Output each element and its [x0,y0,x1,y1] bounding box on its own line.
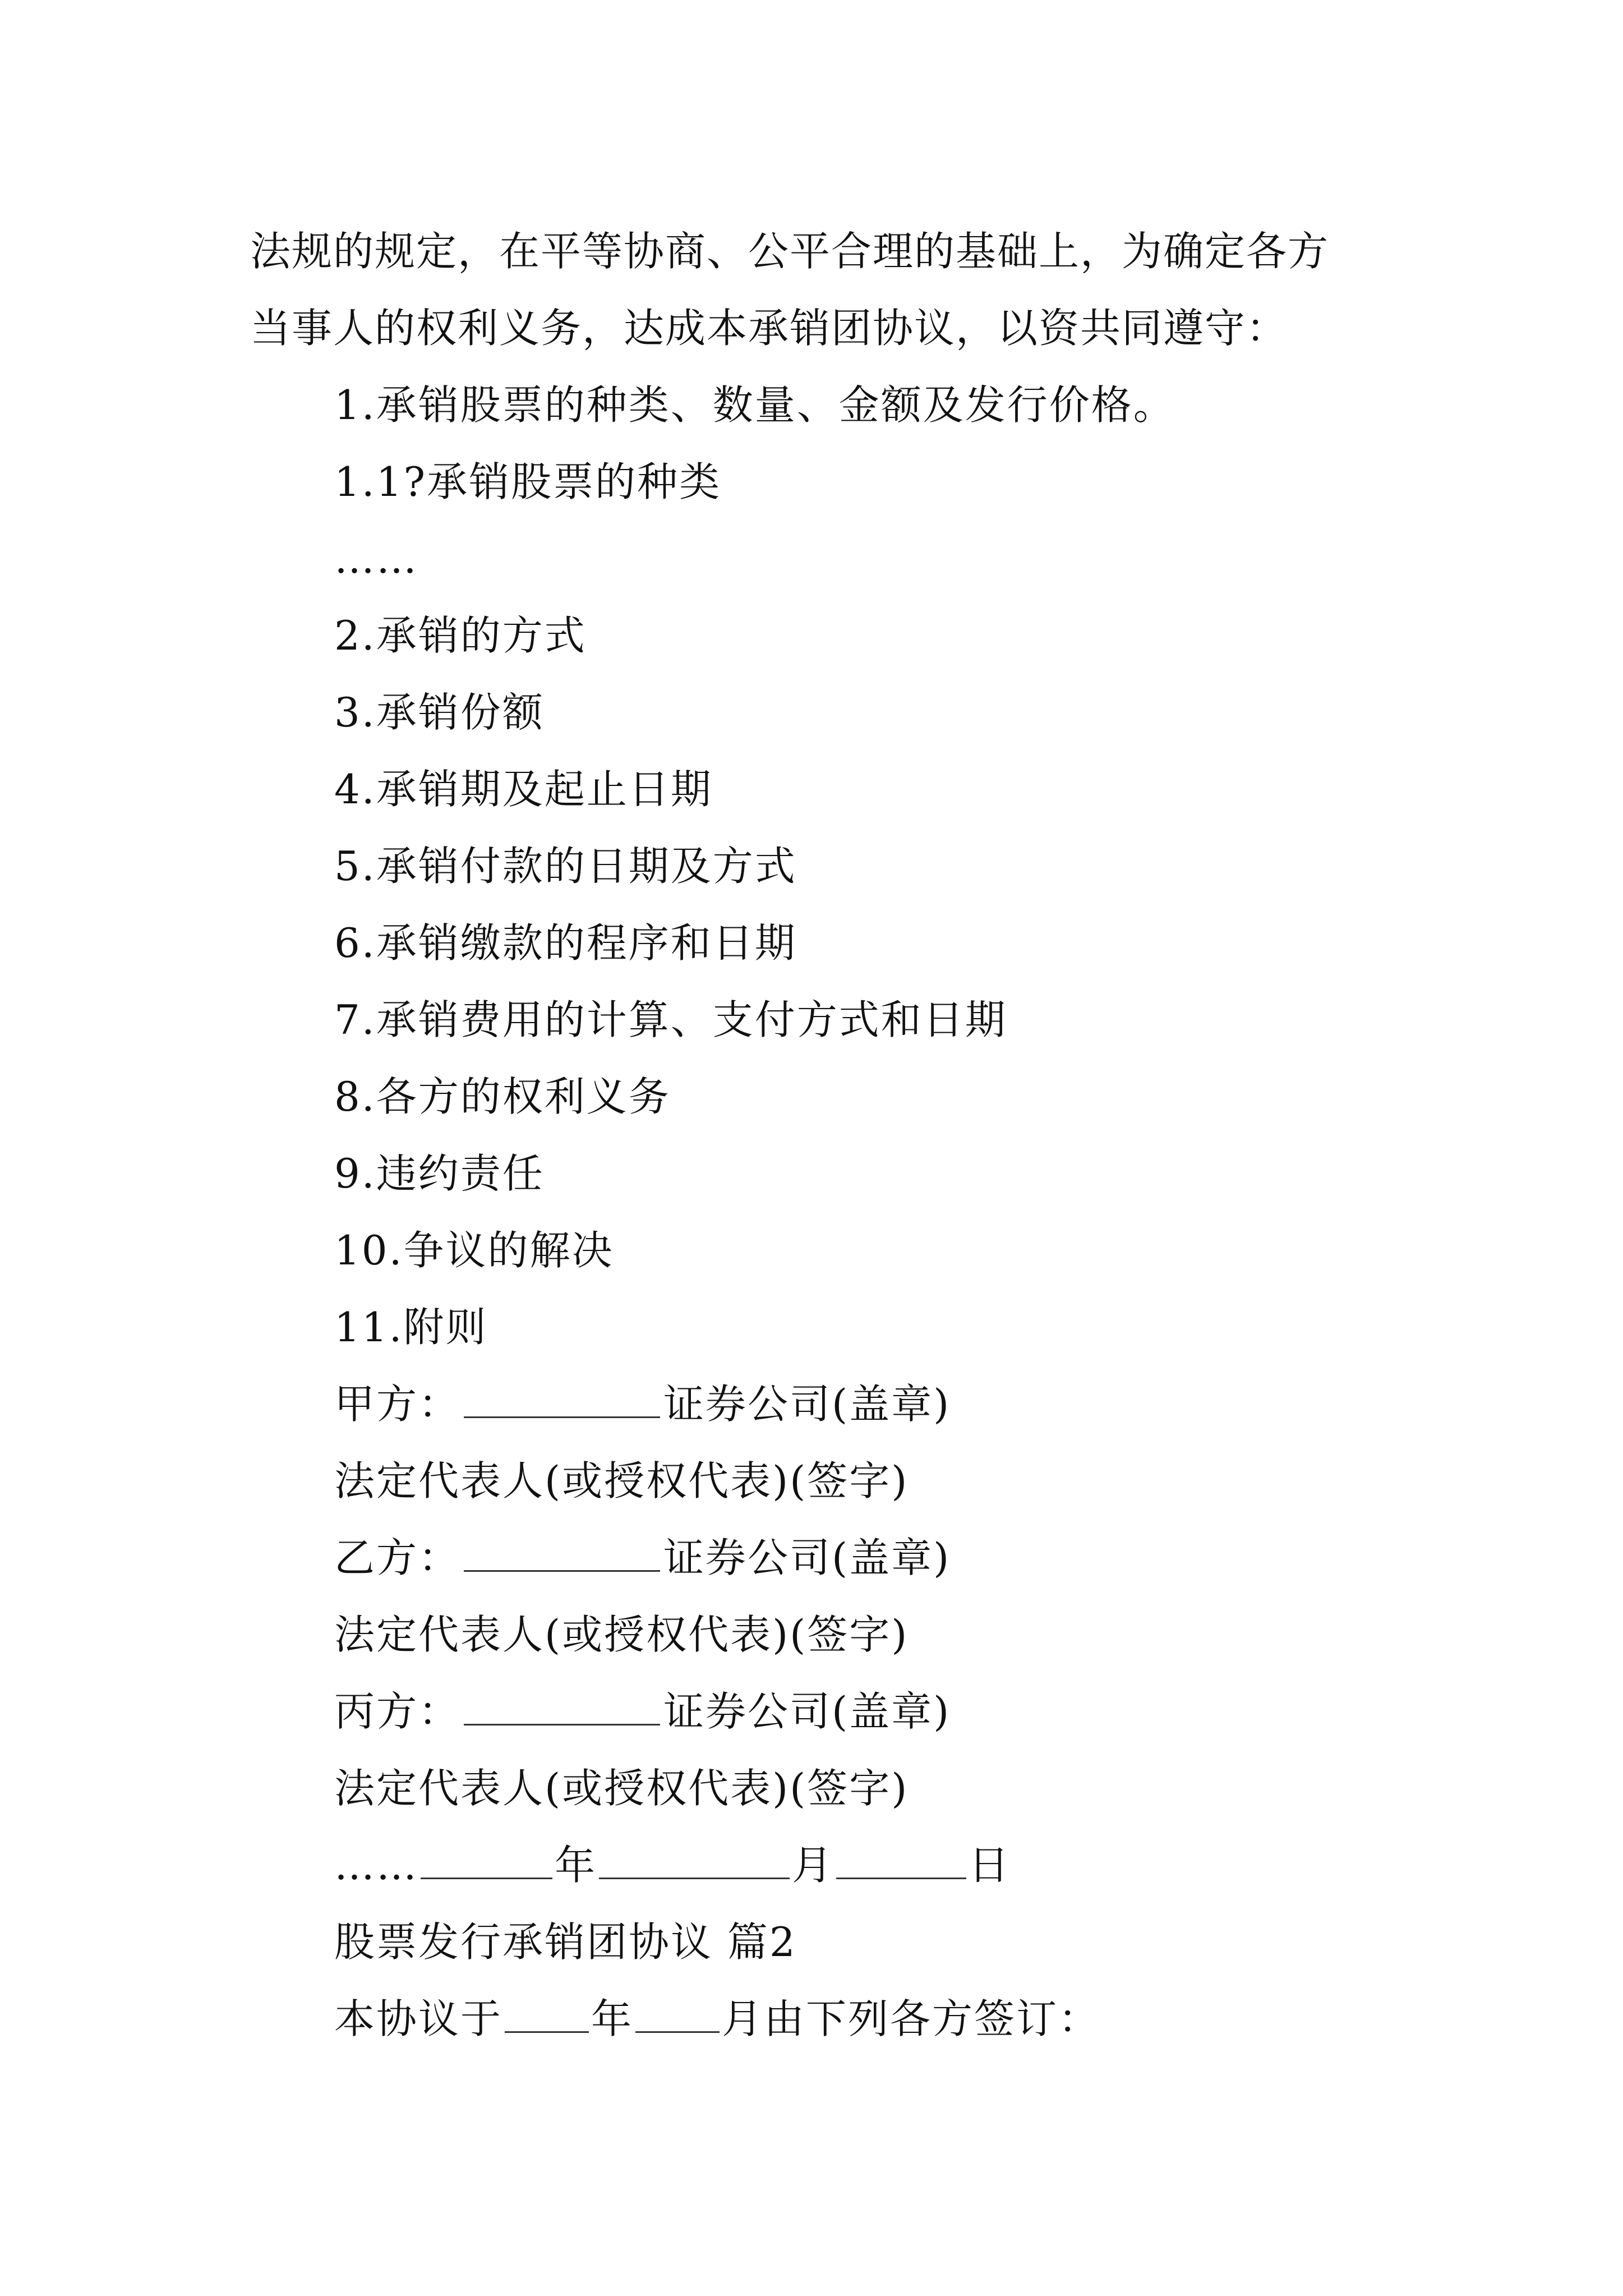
clause-9: 9.违约责任 [334,1150,545,1197]
clause-3: 3.承销份额 [334,689,545,736]
party-b-label: 乙方： [334,1534,461,1581]
year-blank [421,1844,552,1879]
party-a-representative: 法定代表人(或授权代表)(签字) [334,1457,909,1504]
party-a-blank [464,1383,660,1418]
party-c-representative: 法定代表人(或授权代表)(签字) [334,1765,909,1812]
clause-1-1: 1.1?承销股票的种类 [334,458,722,505]
day-blank [836,1844,966,1879]
party-b-company: 证券公司(盖章) [663,1534,951,1581]
party-c-label: 丙方： [334,1688,461,1735]
party-a-label: 甲方： [334,1381,461,1428]
party-b-representative: 法定代表人(或授权代表)(签字) [334,1611,909,1658]
document-body [250,213,1377,2058]
opening-month-blank [635,1998,720,2033]
party-a-line [250,1366,1377,1443]
clause-2: 2.承销的方式 [334,612,587,659]
date-line [250,1827,1377,1904]
clause-5: 5.承销付款的日期及方式 [334,843,797,890]
clause-8: 8.各方的权利义务 [334,1073,671,1120]
party-c-company: 证券公司(盖章) [663,1688,951,1735]
party-c-line [250,1673,1377,1750]
day-label: 日 [969,1842,1011,1889]
date-prefix: …… [334,1842,418,1889]
party-b-blank [464,1536,660,1572]
clause-7: 7.承销费用的计算、支付方式和日期 [334,996,1007,1043]
clause-6: 6.承销缴款的程序和日期 [334,919,797,967]
clause-10: 10.争议的解决 [334,1227,614,1274]
party-c-blank [464,1690,660,1726]
ellipsis: …… [334,535,418,582]
clause-1: 1.承销股票的种类、数量、金额及发行价格。 [334,381,1175,429]
opening-prefix: 本协议于 [334,1995,503,2042]
intro-line-2: 当事人的权利义务，达成本承销团协议，以资共同遵守： [250,305,1288,352]
party-b-line [250,1520,1377,1596]
month-blank [599,1844,790,1879]
section-2-opening [250,1981,1377,2058]
section-2-title: 股票发行承销团协议 篇2 [334,1918,797,1966]
opening-year-label: 年 [591,1995,634,2042]
year-label: 年 [555,1842,597,1889]
opening-suffix: 月由下列各方签订： [722,1995,1101,2042]
intro-line-1: 法规的规定，在平等协商、公平合理的基础上，为确定各方 [250,228,1330,275]
month-label: 月 [792,1842,834,1889]
opening-year-blank [505,1998,589,2033]
party-a-company: 证券公司(盖章) [663,1381,951,1428]
clause-11: 11.附则 [334,1304,488,1351]
clause-4: 4.承销期及起止日期 [334,766,713,813]
